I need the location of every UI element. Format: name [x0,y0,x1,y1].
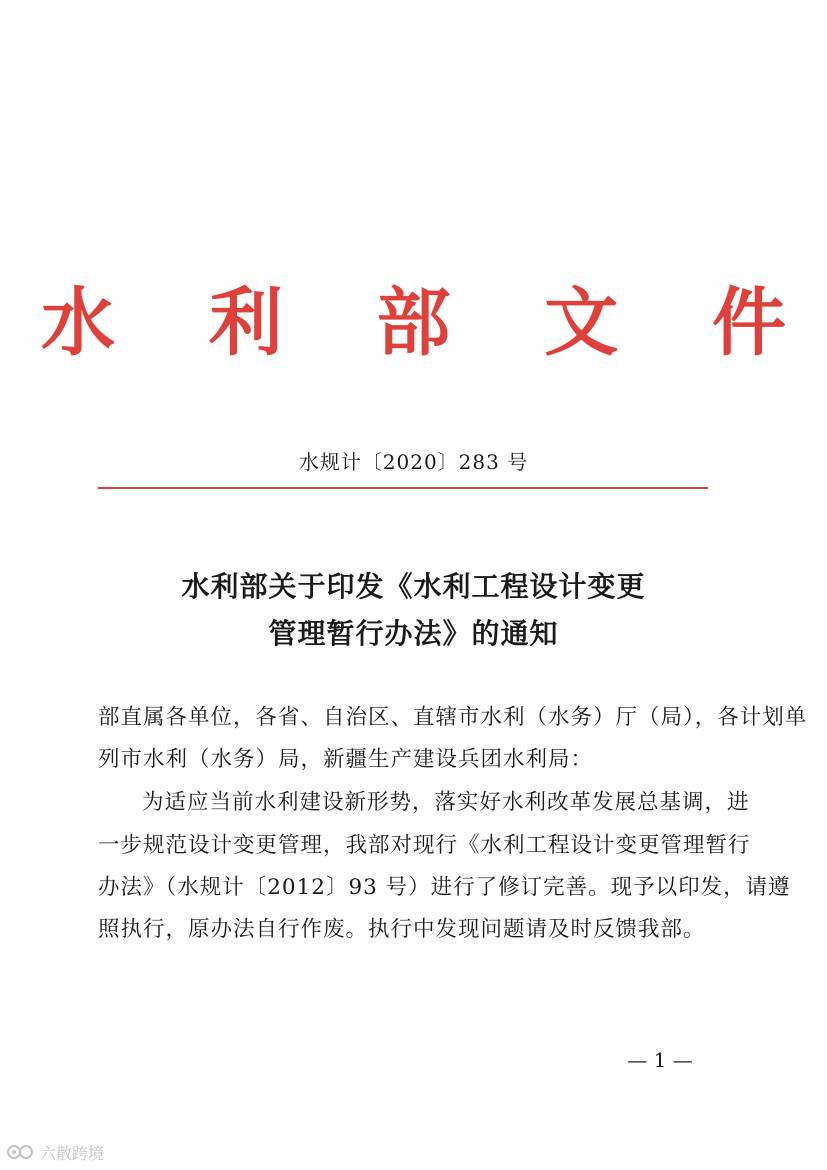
body-line-addressee-1: 部直属各单位，各省、自治区、直辖市水利（水务）厅（局），各计划单 [98,705,808,730]
red-divider-line [98,487,708,489]
watermark [6,1140,104,1164]
notice-title-line-2: 管理暂行办法》的通知 [268,617,559,650]
body-line-paragraph-3: 办法》（水规计〔2012〕93 号）进行了修订完善。现予以印发，请遵 [98,875,791,900]
notice-title-line-1: 水利部关于印发《水利工程设计变更 [181,570,646,603]
document-header-title: 水 利 部 文 件 [40,280,821,366]
watermark-text: 六散跨境 [40,1143,105,1163]
document-number: 水规计〔2020〕283 号 [298,450,529,474]
body-line-addressee-2: 列市水利（水务）局，新疆生产建设兵团水利局： [98,747,594,772]
page-number: — 1 — [627,1048,693,1072]
body-line-paragraph-2: 一步规范设计变更管理，我部对现行《水利工程设计变更管理暂行 [98,833,751,858]
watermark-logo-icon [6,1143,36,1161]
body-line-paragraph-4: 照执行，原办法自行作废。执行中发现问题请及时反馈我部。 [98,917,706,942]
body-line-paragraph-1: 为适应当前水利建设新形势，落实好水利改革发展总基调，进 [142,790,750,815]
